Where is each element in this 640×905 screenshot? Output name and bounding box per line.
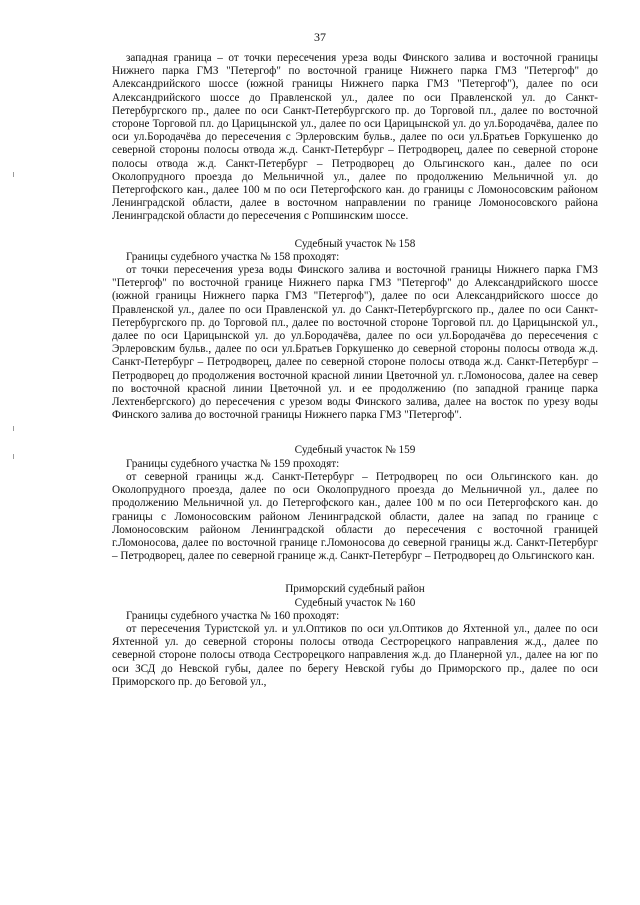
boundary-paragraph-158: от точки пересечения уреза воды Финского залива и восточной границы Нижнего парка ГМЗ "Петергоф" по восточной границе Нижнего парка ГМЗ "Петергоф" до Александрийского шоссе (южной границы Нижнего парка ГМЗ "Петергоф"), далее по оси Александрийского шоссе до Правленской ул., далее по оси Правленской ул. до Санкт-Петербургского пр., далее по оси Санкт-Петербургского пр. до Торговой пл., далее по восточной стороне Торговой пл. до Царицынской ул., далее по оси Царицынской ул. до ул.Бородачёва, далее по оси ул.Бородачёва до пересечения с Эрлеровским бульв., далее по оси ул.Братьев Горкушенко до северной стороны полосы отвода ж.д. Санкт-Петербург – Петродворец, далее по северной стороне полосы отвода ж.д. Санкт-Петербург – Петродворец до продолжения восточной красной линии Цветочной ул. г.Ломоносова, далее на север по восточной красной линии Цветочной ул. и ее продолжению (по западной границе парка Лехтенбергского) до пересечения с урезом воды Финского залива, далее на восток по урезу воды Финского залива до восточной границы Нижнего парка ГМЗ "Петергоф". [112, 264, 598, 422]
section-heading-158: Судебный участок № 158 [294, 237, 416, 250]
section-heading-160: Судебный участок № 160 [294, 596, 416, 609]
margin-mark [13, 454, 14, 459]
section-intro-158: Границы судебного участка № 158 проходят: [126, 250, 340, 263]
boundary-paragraph-prev: западная граница – от точки пересечения уреза воды Финского залива и восточной границы Нижнего парка ГМЗ "Петергоф" по восточной границе Нижнего парка ГМЗ "Петергоф" до Александрийского шоссе (южной границы Нижнего парка ГМЗ "Петергоф"), далее по оси Александрийского шоссе до Правленской ул., далее по оси Правленской ул. до Санкт-Петербургского пр., далее по оси Санкт-Петербургского пр. до Торговой пл., далее по восточной стороне Торговой пл. до Царицынской ул., далее по оси Царицынской ул. до ул.Бородачёва, далее по оси ул.Бородачёва до пересечения с Эрлеровским бульв., далее по оси ул.Братьев Горкушенко до северной стороны полосы отвода ж.д. Санкт-Петербург – Петродворец, далее по северной стороне полосы отвода ж.д. Санкт-Петербург – Петродворец до Ольгинского кан., далее по оси Околопрудного проезда до Мельничной ул., далее по продолжению Мельничной ул. до Петергофского кан., далее 100 м по оси Петергофского кан. до границы с Ломоносовским районом Ленинградской области, далее в восточном направлении по границе Ломоносовского района Ленинградской области до пересечения с Ропшинским шоссе. [112, 52, 598, 223]
boundary-paragraph-159: от северной границы ж.д. Санкт-Петербург – Петродворец по оси Ольгинского кан. до Околопрудного проезда, далее по оси Околопрудного проезда до Мельничной ул., далее по продолжению Мельничной ул. до Петергофского кан., далее 100 м по оси Петергофского кан. до границы с Ломоносовским районом Ленинградской области, далее на запад по границе с Ломоносовским районом Ленинградской области до пересечения с восточной границей г.Ломоносова, далее по восточной границе г.Ломоносова до северной границы ж.д. Санкт-Петербург – Петродворец, далее по северной границе ж.д. Санкт-Петербург – Петродворец до Ольгинского кан. [112, 470, 598, 563]
document-body [112, 52, 598, 689]
page-number: 37 [314, 30, 326, 44]
district-heading-primorsky: Приморский судебный район [285, 583, 425, 596]
section-intro-160: Границы судебного участка № 160 проходят: [126, 609, 340, 622]
margin-mark [13, 426, 14, 431]
section-intro-159: Границы судебного участка № 159 проходят: [126, 457, 340, 470]
boundary-paragraph-160: от пересечения Туристской ул. и ул.Оптиков по оси ул.Оптиков до Яхтенной ул., далее по оси Яхтенной ул. до северной стороны полосы отвода Сестрорецкого направления ж.д., далее по северной стороне полосы отвода Сестрорецкого направления ж.д. до Планерной ул., далее на юг по оси ЗСД до Невской губы, далее по берегу Невской губы до Приморского пр., далее по оси Приморского пр. до Беговой ул., [112, 622, 598, 688]
section-heading-159: Судебный участок № 159 [294, 444, 416, 457]
margin-mark [13, 172, 14, 177]
